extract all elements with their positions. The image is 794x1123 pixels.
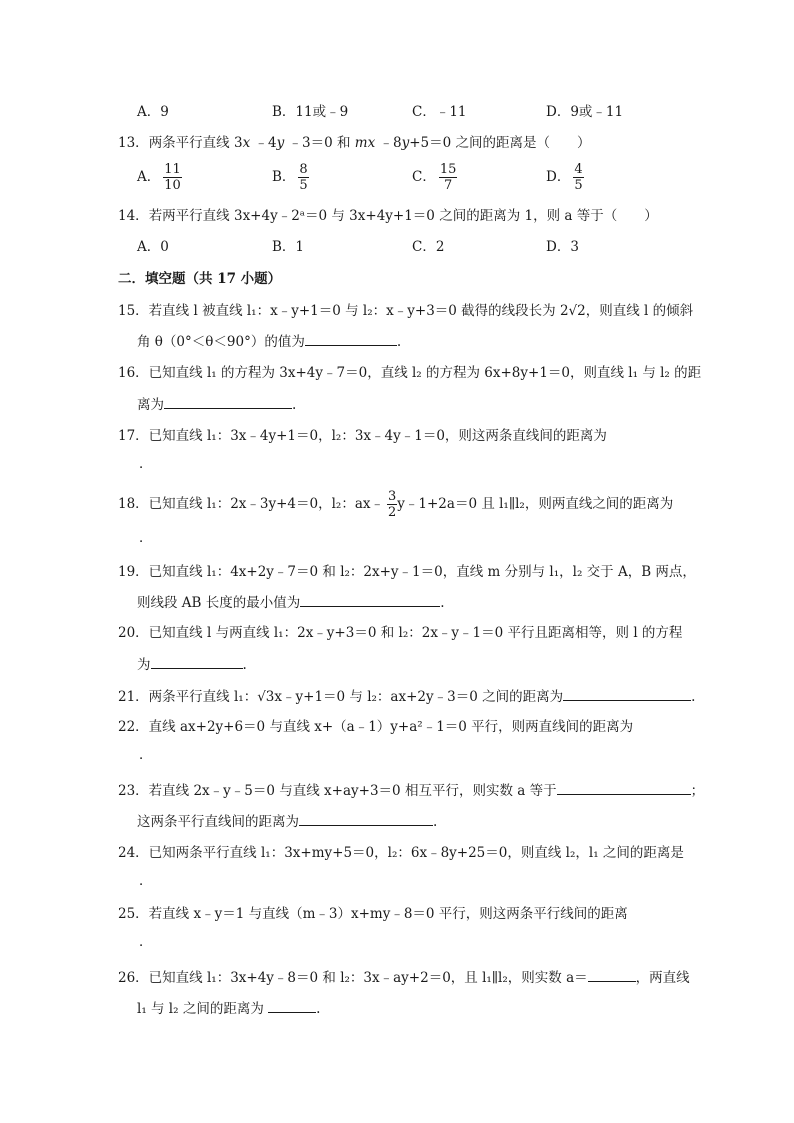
- q18-line-1-text-a: 18．已知直线 l₁：2x﹣3y+4＝0，l₂：ax﹣: [118, 496, 384, 512]
- q13-stem: 13．两条平行直线 3x ﹣4y ﹣3＝0 和 mx ﹣8y+5＝0 之间的距离是（ ）: [118, 135, 591, 151]
- q19-line-2-text: 则线段 AB 长度的最小值为: [137, 595, 301, 611]
- q13-option-d-fraction: [573, 162, 583, 193]
- q12-option-d: D．9或﹣11: [546, 104, 624, 120]
- q22-line-1: 22．直线 ax+2y+6＝0 与直线 x+（a﹣1）y+a²﹣1＝0 平行，则两直线间的距离为: [118, 719, 634, 735]
- q17-period: ．: [139, 456, 153, 472]
- q26-answer-blank-2[interactable]: [268, 998, 316, 1013]
- q12-option-b: B．11或﹣9: [272, 104, 349, 120]
- q13-option-c-label: C．: [412, 169, 436, 185]
- q13-number: 13．: [118, 135, 149, 151]
- q13-option-a-label: A．: [137, 169, 161, 185]
- fraction-numerator: 4: [574, 162, 583, 177]
- q24-period: ．: [139, 873, 153, 889]
- fraction-numerator: 8: [299, 162, 308, 177]
- q26-line-1-text: 26．已知直线 l₁：3x+4y﹣8＝0 和 l₂：3x﹣ay+2＝0，且 l₁∥l₂，则实数 a＝: [118, 970, 588, 986]
- q19-answer-blank[interactable]: [300, 592, 440, 607]
- q18-fraction: [387, 489, 397, 520]
- q23-line-1-text: 23．若直线 2x﹣y﹣5＝0 与直线 x+ay+3＝0 相互平行，则实数 a 等于: [118, 783, 557, 799]
- q13-stem-text-3: ﹣3＝0 和: [284, 135, 355, 151]
- q23-period: .: [433, 814, 438, 830]
- q20-line-2: [137, 654, 247, 675]
- q25-line-1: 25．若直线 x﹣y＝1 与直线（m﹣3）x+my﹣8＝0 平行，则这两条平行线间的距离: [118, 906, 628, 922]
- q13-stem-text-4: ﹣8: [375, 135, 402, 151]
- fraction-numerator: 11: [164, 162, 181, 177]
- q21-line-1: [118, 686, 695, 707]
- q20-period: .: [242, 657, 247, 673]
- q15-line-2: [137, 331, 401, 352]
- q21-answer-blank[interactable]: [563, 686, 691, 701]
- q16-line-2: [137, 394, 296, 415]
- q19-line-2: [137, 592, 445, 613]
- q17-line-1: 17．已知直线 l₁：3x﹣4y+1＝0，l₂：3x﹣4y﹣1＝0，则这两条直线间的距离为: [118, 428, 607, 444]
- q19-period: .: [440, 595, 445, 611]
- q15-answer-blank[interactable]: [305, 331, 397, 346]
- q12-option-a: A．9: [137, 104, 169, 120]
- q23-line-1: [118, 780, 704, 801]
- q15-line-2-text: 角 θ（0°＜θ＜90°）的值为: [137, 334, 305, 350]
- fraction-denominator: 2: [388, 505, 397, 520]
- q26-line-1-end: ，两直线: [635, 970, 690, 986]
- q18-line-1: [118, 489, 673, 520]
- q16-period: .: [292, 397, 297, 413]
- q15-line-1: 15．若直线 l 被直线 l₁：x﹣y+1＝0 与 l₂：x﹣y+3＝0 截得的线段长为 2√2，则直线 l 的倾斜: [118, 303, 694, 319]
- q13-option-a-fraction: [163, 162, 182, 193]
- q20-line-2-text: 为: [137, 657, 151, 673]
- q26-line-2-text: l₁ 与 l₂ 之间的距离为: [137, 1001, 264, 1017]
- q13-option-a: [137, 162, 182, 193]
- q14-option-c: C．2: [412, 239, 445, 255]
- q20-answer-blank[interactable]: [151, 654, 243, 669]
- q21-line-1-text: 21．两条平行直线 l₁：√3x﹣y+1＝0 与 l₂：ax+2y﹣3＝0 之间的距离为: [118, 689, 564, 705]
- fraction-denominator: 10: [164, 178, 181, 193]
- fraction-numerator: 3: [388, 489, 397, 504]
- q23-semicolon: ；: [690, 783, 705, 799]
- q18-period: ．: [139, 530, 153, 546]
- q23-answer-blank-2[interactable]: [299, 811, 433, 826]
- section-title-fill-in: 二．填空题（共 17 小题）: [118, 271, 282, 287]
- q14-stem: [118, 206, 658, 226]
- q14-option-d: D．3: [546, 239, 579, 255]
- q19-line-1: 19．已知直线 l₁：4x+2y﹣7＝0 和 l₂：2x+y﹣1＝0，直线 m 分别与 l₁，l₂ 交于 A，B 两点，: [118, 564, 696, 580]
- q23-line-2-text: 这两条平行直线间的距离为: [137, 814, 299, 830]
- fraction-denominator: 5: [299, 178, 308, 193]
- q13-option-d: [546, 162, 584, 193]
- q13-option-c: [412, 162, 457, 193]
- q13-option-b-label: B．: [272, 169, 296, 185]
- q22-period: ．: [139, 747, 153, 763]
- q24-line-1: 24．已知两条平行直线 l₁：3x+my+5＝0，l₂：6x﹣8y+25＝0，则直线 l₂，l₁ 之间的距离是: [118, 845, 684, 861]
- q13-option-d-label: D．: [546, 169, 571, 185]
- q14-number: 14．: [118, 208, 149, 224]
- fraction-numerator: 15: [439, 162, 457, 177]
- q26-answer-blank-1[interactable]: [588, 967, 636, 982]
- q26-line-2: [137, 998, 320, 1019]
- q23-answer-blank-1[interactable]: [557, 780, 691, 795]
- q16-line-2-text: 离为: [137, 397, 164, 413]
- q14-stem-text: 若两平行直线 3x+4y﹣2ᵃ＝0 与 3x+4y+1＝0 之间的距离为 1，则 a 等于（ ）: [148, 208, 658, 224]
- fraction-denominator: 7: [443, 178, 453, 193]
- q25-period: ．: [139, 934, 153, 950]
- q26-period: .: [316, 1001, 321, 1017]
- q13-option-b-fraction: [298, 162, 308, 193]
- q21-period: .: [691, 689, 696, 705]
- q13-stem-text-5: +5＝0 之间的距离是（ ）: [409, 135, 591, 151]
- q13-stem-text-2: ﹣4: [250, 135, 277, 151]
- q23-line-2: [137, 811, 437, 832]
- q13-option-c-fraction: [439, 162, 458, 193]
- q15-period: .: [396, 334, 402, 350]
- fraction-denominator: 5: [574, 178, 583, 193]
- q12-option-c: C．﹣11: [412, 104, 467, 120]
- q13-stem-text-1: 两条平行直线 3: [148, 135, 243, 151]
- q16-answer-blank[interactable]: [164, 394, 292, 409]
- q14-option-a: A．0: [137, 239, 169, 255]
- q20-line-1: 20．已知直线 l 与两直线 l₁：2x﹣y+3＝0 和 l₂：2x﹣y﹣1＝0 平行且距离相等，则 l 的方程: [118, 625, 683, 641]
- q18-line-1-text-b: y﹣1+2a＝0 且 l₁∥l₂，则两直线之间的距离为: [397, 496, 674, 512]
- q13-option-b: [272, 162, 309, 193]
- q16-line-1: 16．已知直线 l₁ 的方程为 3x+4y﹣7＝0，直线 l₂ 的方程为 6x+8y+1＝0，则直线 l₁ 与 l₂ 的距: [118, 365, 702, 381]
- q26-line-1: [118, 967, 690, 988]
- q14-option-b: B．1: [272, 239, 305, 255]
